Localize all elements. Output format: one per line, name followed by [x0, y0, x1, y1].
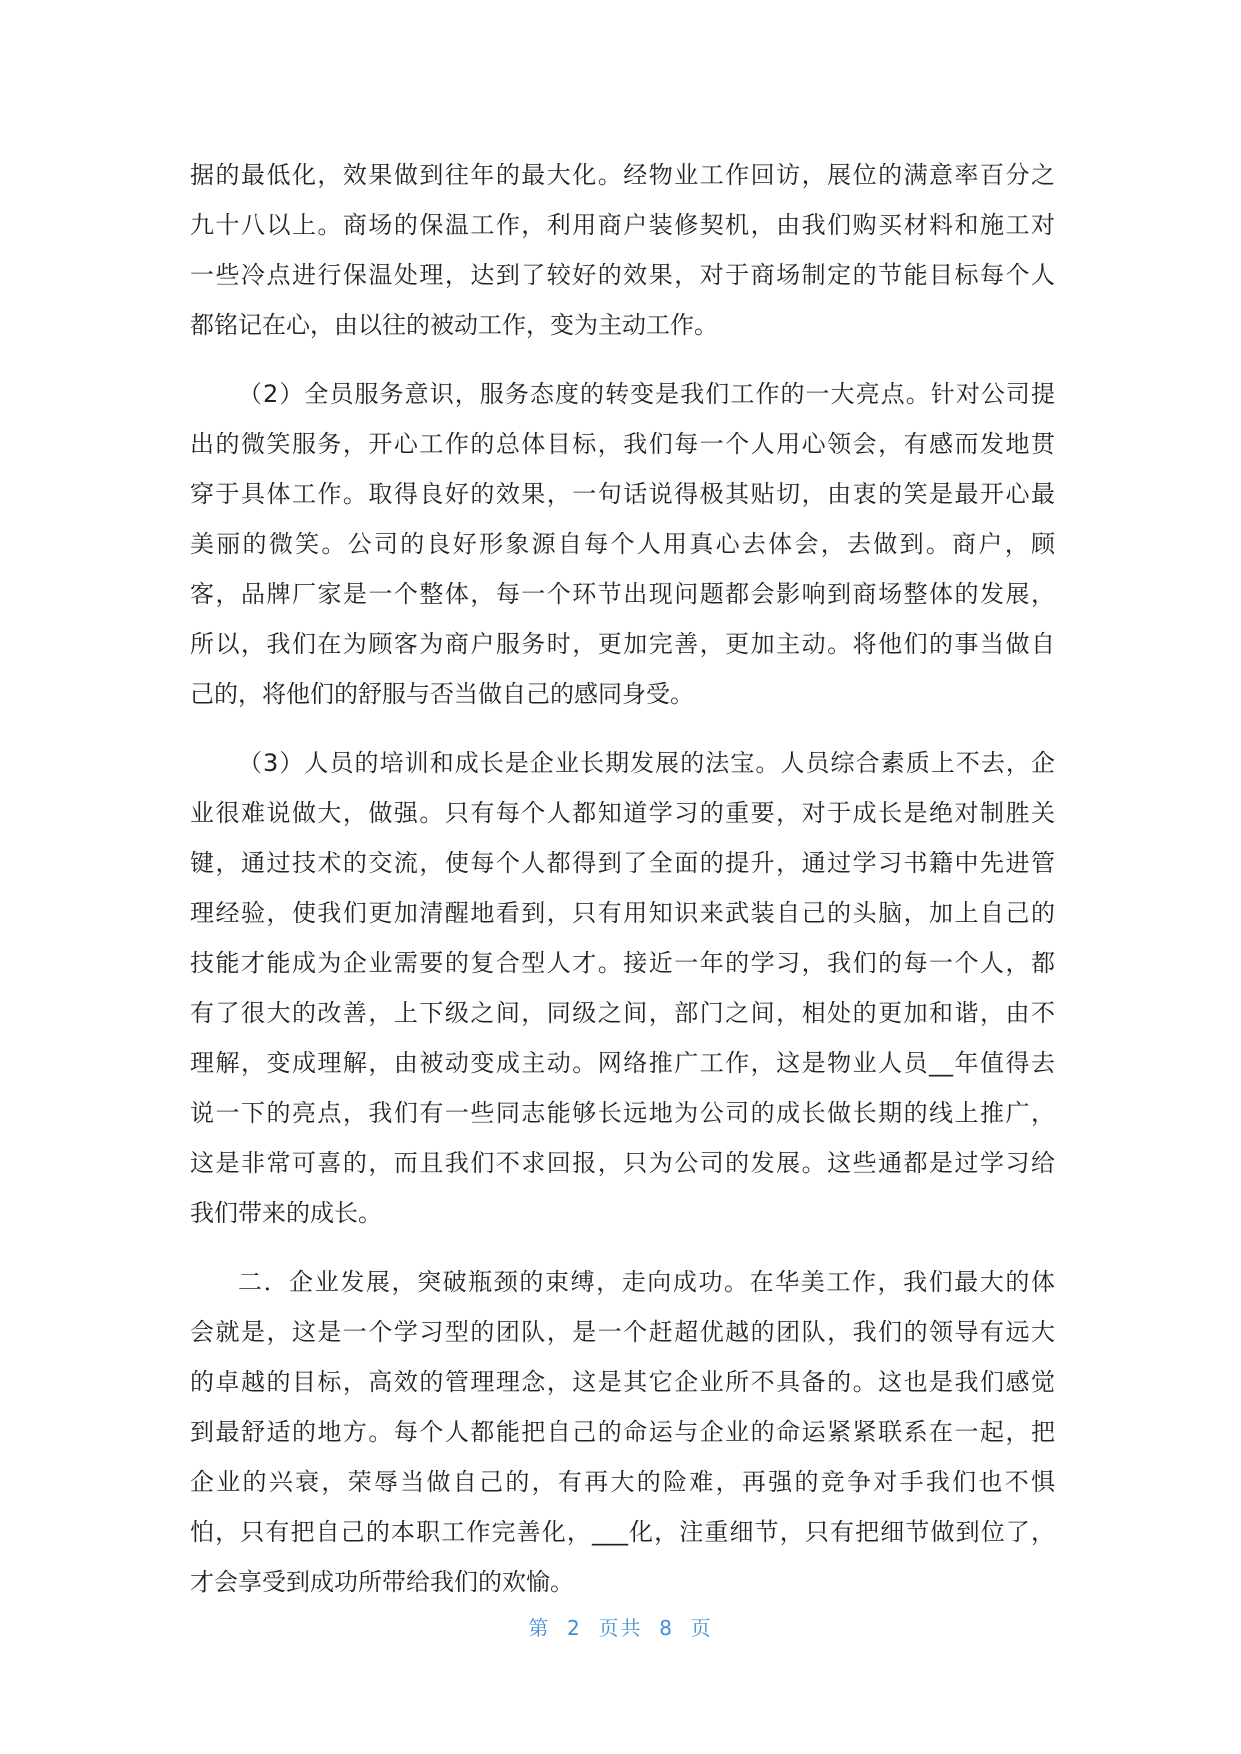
text-line: 理经验，使我们更加清醒地看到，只有用知识来武装自己的头脑，加上自己的 — [190, 899, 1055, 927]
text-line: 理解，变成理解，由被动变成主动。网络推广工作，这是物业人员__年值得去 — [190, 1049, 1055, 1077]
paragraph — [190, 150, 1055, 350]
text-line: 企业的兴衰，荣辱当做自己的，有再大的险难，再强的竞争对手我们也不惧 — [190, 1468, 1055, 1496]
text-line: 一些冷点进行保温处理，达到了较好的效果，对于商场制定的节能目标每个人 — [190, 261, 1055, 289]
text-line: 穿于具体工作。取得良好的效果，一句话说得极其贴切，由衷的笑是最开心最 — [190, 480, 1055, 508]
text-line: 二．企业发展，突破瓶颈的束缚，走向成功。在华美工作，我们最大的体 — [238, 1268, 1055, 1296]
text-line: 都铭记在心，由以往的被动工作，变为主动工作。 — [190, 311, 718, 339]
text-line: 的卓越的目标，高效的管理理念，这是其它企业所不具备的。这也是我们感觉 — [190, 1368, 1055, 1396]
text-line: 客，品牌厂家是一个整体，每一个环节出现问题都会影响到商场整体的发展， — [190, 580, 1055, 608]
text-line: 这是非常可喜的，而且我们不求回报，只为公司的发展。这些通都是过学习给 — [190, 1149, 1055, 1177]
text-line: 九十八以上。商场的保温工作，利用商户装修契机，由我们购买材料和施工对 — [190, 211, 1055, 239]
text-line: 业很难说做大，做强。只有每个人都知道学习的重要，对于成长是绝对制胜关 — [190, 799, 1055, 827]
text-line: 据的最低化，效果做到往年的最大化。经物业工作回访，展位的满意率百分之 — [190, 161, 1055, 189]
paragraph — [190, 369, 1055, 719]
text-line: 己的，将他们的舒服与否当做自己的感同身受。 — [190, 680, 694, 708]
text-line: （2）全员服务意识，服务态度的转变是我们工作的一大亮点。针对公司提 — [238, 380, 1055, 408]
text-line: 说一下的亮点，我们有一些同志能够长远地为公司的成长做长期的线上推广， — [190, 1099, 1055, 1127]
text-line: 我们带来的成长。 — [190, 1199, 382, 1227]
document-body — [190, 150, 1055, 1607]
text-line: 怕，只有把自己的本职工作完善化，___化，注重细节，只有把细节做到位了， — [190, 1518, 1055, 1546]
text-line: 美丽的微笑。公司的良好形象源自每个人用真心去体会，去做到。商户，顾 — [190, 530, 1055, 558]
page-number-footer: 第 2 页共 8 页 — [528, 1616, 713, 1640]
text-line: 到最舒适的地方。每个人都能把自己的命运与企业的命运紧紧联系在一起，把 — [190, 1418, 1055, 1446]
text-line: （3）人员的培训和成长是企业长期发展的法宝。人员综合素质上不去，企 — [238, 749, 1055, 777]
text-line: 会就是，这是一个学习型的团队，是一个赶超优越的团队，我们的领导有远大 — [190, 1318, 1055, 1346]
text-line: 所以，我们在为顾客为商户服务时，更加完善，更加主动。将他们的事当做自 — [190, 630, 1055, 658]
text-line: 键，通过技术的交流，使每个人都得到了全面的提升，通过学习书籍中先进管 — [190, 849, 1055, 877]
paragraph — [190, 1257, 1055, 1607]
text-line: 技能才能成为企业需要的复合型人才。接近一年的学习，我们的每一个人，都 — [190, 949, 1055, 977]
paragraph — [190, 738, 1055, 1238]
text-line: 有了很大的改善，上下级之间，同级之间，部门之间，相处的更加和谐，由不 — [190, 999, 1055, 1027]
text-line: 出的微笑服务，开心工作的总体目标，我们每一个人用心领会，有感而发地贯 — [190, 430, 1055, 458]
text-line: 才会享受到成功所带给我们的欢愉。 — [190, 1568, 574, 1596]
